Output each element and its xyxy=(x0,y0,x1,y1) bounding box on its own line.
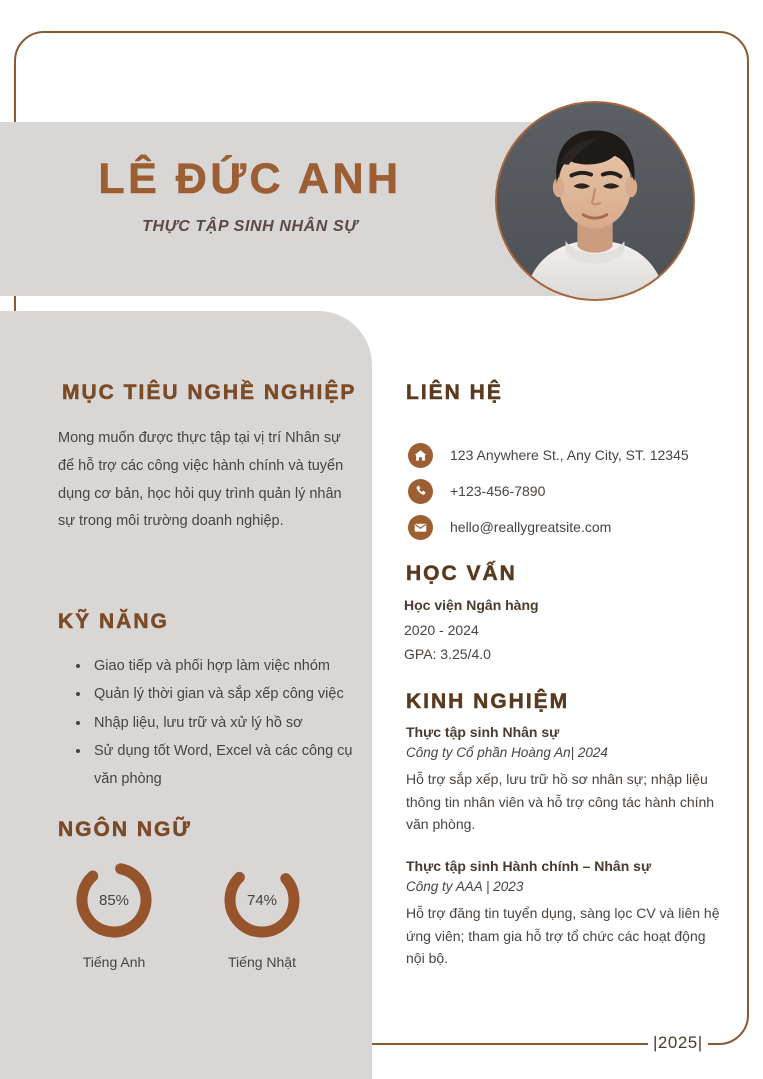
education-school: Học viện Ngân hàng xyxy=(404,597,539,613)
list-item: Nhập liệu, lưu trữ và xử lý hồ sơ xyxy=(74,709,364,737)
page-title: LÊ ĐỨC ANH xyxy=(98,155,402,203)
section-title-experience: KINH NGHIỆM xyxy=(406,690,570,713)
contact-list xyxy=(408,437,738,545)
education-years: 2020 - 2024 xyxy=(404,622,479,638)
contact-row-address xyxy=(408,437,738,473)
contact-address: 123 Anywhere St., Any City, ST. 12345 xyxy=(450,447,689,463)
language-ring-0 xyxy=(62,858,166,970)
ring-language-label: Tiếng Nhật xyxy=(228,954,296,970)
portrait-photo xyxy=(497,103,693,299)
ring-percent-label: 85% xyxy=(98,892,130,909)
contact-row-phone xyxy=(408,473,738,509)
progress-ring-icon xyxy=(72,858,156,942)
language-charts xyxy=(62,858,362,970)
ring-language-label: Tiếng Anh xyxy=(82,954,146,970)
contact-row-email xyxy=(408,509,738,545)
language-ring-1 xyxy=(210,858,314,970)
email-icon xyxy=(408,515,433,540)
home-icon xyxy=(408,443,433,468)
experience-list xyxy=(406,724,726,992)
education-gpa: GPA: 3.25/4.0 xyxy=(404,646,491,662)
experience-description: Hỗ trợ sắp xếp, lưu trữ hồ sơ nhân sự; nhập liệu thông tin nhân viên và hỗ trợ công tác hành chính văn phòng. xyxy=(406,771,715,833)
job-title-subtitle: THỰC TẬP SINH NHÂN SỰ xyxy=(142,218,358,235)
phone-icon xyxy=(408,479,433,504)
ring-percent-label: 74% xyxy=(246,892,278,909)
section-title-education: HỌC VẤN xyxy=(406,562,517,585)
skills-list xyxy=(74,652,364,793)
contact-email: hello@reallygreatsite.com xyxy=(450,519,612,535)
footer-year: |2025| xyxy=(648,1033,708,1053)
progress-ring-icon xyxy=(220,858,304,942)
list-item: Quản lý thời gian và sắp xếp công việc xyxy=(74,680,364,708)
experience-description: Hỗ trợ đăng tin tuyển dụng, sàng lọc CV và liên hệ ứng viên; tham gia hỗ trợ tổ chức các hoạt động nội bộ. xyxy=(406,905,720,967)
section-title-skills: KỸ NĂNG xyxy=(58,610,169,633)
list-item: Sử dụng tốt Word, Excel và các công cụ văn phòng xyxy=(74,737,364,794)
experience-job-title: Thực tập sinh Nhân sự xyxy=(406,724,560,740)
contact-phone: +123-456-7890 xyxy=(450,483,546,499)
education-block xyxy=(404,597,724,670)
section-title-contact: LIÊN HỆ xyxy=(406,381,503,404)
avatar xyxy=(495,101,695,301)
experience-job-title: Thực tập sinh Hành chính – Nhân sự xyxy=(406,858,652,875)
objective-text: Mong muốn được thực tập tại vị trí Nhân sự để hỗ trợ các công việc hành chính và tuyển dụng cơ bản, học hỏi quy trình quản lý nhân sự trong môi trường doanh nghiệp. xyxy=(58,430,344,530)
list-item: Giao tiếp và phối hợp làm việc nhóm xyxy=(74,652,364,680)
experience-company-year: Công ty Cổ phần Hoàng An| 2024 xyxy=(406,745,608,760)
section-title-languages: NGÔN NGỮ xyxy=(58,818,192,841)
experience-company-year: Công ty AAA | 2023 xyxy=(406,879,524,895)
experience-item xyxy=(406,724,726,836)
section-title-objective: MỤC TIÊU NGHỀ NGHIỆP xyxy=(62,381,357,404)
experience-item xyxy=(406,858,726,970)
